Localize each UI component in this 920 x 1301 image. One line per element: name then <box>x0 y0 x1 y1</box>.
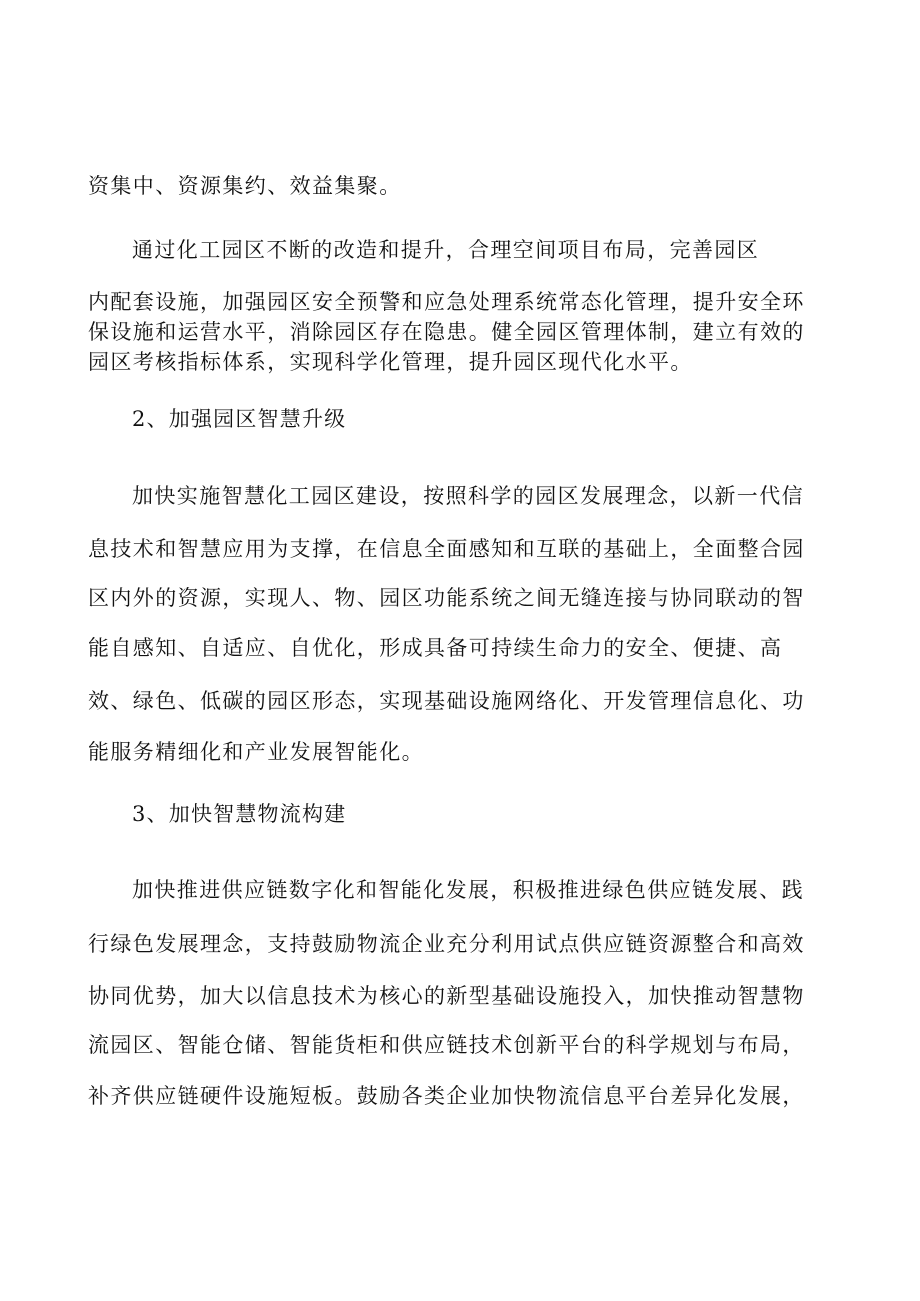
paragraph-line: 内配套设施，加强园区安全预警和应急处理系统常态化管理，提升安全环 <box>88 290 805 314</box>
section-heading: 2、加强园区智慧升级 <box>132 407 347 431</box>
paragraph-line: 加快实施智慧化工园区建设，按照科学的园区发展理念，以新一代信 <box>132 484 804 508</box>
paragraph-line: 能服务精细化和产业发展智能化。 <box>88 740 424 764</box>
section-heading: 3、加快智慧物流构建 <box>132 802 347 826</box>
paragraph-line: 加快推进供应链数字化和智能化发展，积极推进绿色供应链发展、践 <box>132 878 804 902</box>
paragraph-line: 通过化工园区不断的改造和提升，合理空间项目布局，完善园区 <box>132 238 760 262</box>
paragraph-line: 区内外的资源，实现人、物、园区功能系统之间无缝连接与协同联动的智 <box>88 586 805 610</box>
paragraph-line: 资集中、资源集约、效益集聚。 <box>88 174 402 198</box>
paragraph-line: 息技术和智慧应用为支撑，在信息全面感知和互联的基础上，全面整合园 <box>88 537 805 561</box>
paragraph-line: 园区考核指标体系，实现科学化管理，提升园区现代化水平。 <box>88 350 693 374</box>
paragraph-line: 补齐供应链硬件设施短板。鼓励各类企业加快物流信息平台差异化发展， <box>88 1084 805 1108</box>
paragraph-line: 行绿色发展理念，支持鼓励物流企业充分利用试点供应链资源整合和高效 <box>88 932 805 956</box>
paragraph-line: 协同优势，加大以信息技术为核心的新型基础设施投入，加快推动智慧物 <box>88 984 805 1008</box>
paragraph-line: 效、绿色、低碳的园区形态，实现基础设施网络化、开发管理信息化、功 <box>88 689 805 713</box>
paragraph-line: 流园区、智能仓储、智能货柜和供应链技术创新平台的科学规划与布局， <box>88 1033 805 1057</box>
paragraph-line: 保设施和运营水平，消除园区存在隐患。健全园区管理体制，建立有效的 <box>88 320 805 344</box>
paragraph-line: 能自感知、自适应、自优化，形成具备可持续生命力的安全、便捷、高 <box>88 636 783 660</box>
